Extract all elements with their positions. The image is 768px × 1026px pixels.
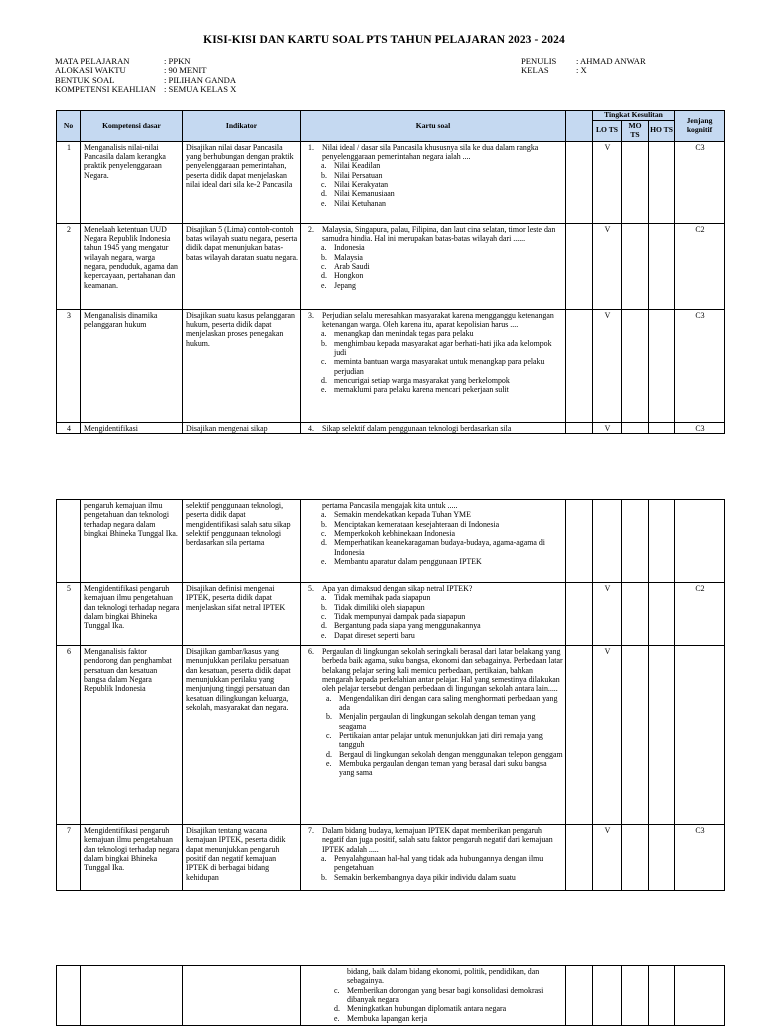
option-text: Malaysia (334, 252, 363, 262)
option-text: Membantu aparatur dalam penggunaan IPTEK (334, 557, 482, 567)
option-text: Membuka pergaulan dengan teman yang berasal dari suku bangsa yang sama (339, 759, 547, 778)
cell-hots (649, 500, 675, 583)
cell-jenjang (675, 966, 725, 1026)
question-number (304, 501, 322, 510)
answer-option (321, 603, 563, 612)
table-row (57, 583, 725, 646)
answer-option (321, 593, 563, 602)
answer-option (321, 557, 563, 566)
answer-option (326, 750, 563, 759)
answer-option (321, 621, 563, 630)
info-row (521, 66, 646, 75)
option-letter: e. (334, 1013, 340, 1023)
question-number: 2. (308, 224, 314, 234)
cell-blank (566, 309, 593, 422)
answer-options (304, 986, 563, 1023)
answer-option (321, 262, 563, 271)
cell-hots (649, 141, 675, 223)
answer-option (321, 281, 563, 290)
option-text: Semakin mendekatkan kepada Tuhan YME (334, 510, 471, 520)
kisi-table-page-3 (56, 965, 725, 1026)
option-letter: d. (321, 621, 327, 631)
kisi-table-page-1 (56, 110, 725, 434)
cell-blank (566, 646, 593, 825)
answer-option (321, 189, 563, 198)
option-text: Hongkon (334, 271, 364, 281)
option-text: Tidak dimiliki oleh siapapun (334, 602, 425, 612)
cell-indikator: Disajikan gambar/kasus yang menunjukkan perilaku persatuan dan kesatuan, peserta didik dapat menunjukkan perilaku yang menjunjung tinggi persatuan dan kesatuan dilingkungan keluarga, sekolah, masyarakat dan negara. (183, 646, 301, 825)
question-text: Pergaulan di lingkungan sekolah seringkali berasal dari latar belakang yang berbeda baik agama, suku bangsa, ekonomi dan sebagainya. Perbedaan latar belakang pelajar sering kali memicu perbedaan, pertikaian, bahkan mengarah kepada perkelahian antar pelajar. Hal yang semestinya dilakukan oleh pelajar tersebut dengan perbedaan di lingungan sekolah antara lain..... (322, 647, 563, 694)
info-right (521, 57, 646, 76)
header-lots: LO TS (593, 120, 622, 141)
cell-hots (649, 966, 675, 1026)
cell-blank (566, 500, 593, 583)
option-text: Tidak memihak pada siapapun (334, 593, 431, 603)
answer-option (321, 520, 563, 529)
option-text: Nilai Kemanusiaan (334, 189, 395, 199)
option-text: menangkap dan menindak tegas para pelaku (334, 329, 474, 339)
option-letter: a. (321, 510, 327, 520)
option-letter: b. (321, 872, 327, 882)
cell-blank (566, 141, 593, 223)
cell-mots (622, 422, 649, 433)
cell-lots: V (593, 825, 622, 891)
option-text: Menjalin pergaulan di lingkungan sekolah dengan teman yang seagama (339, 712, 536, 731)
table-row (57, 646, 725, 825)
option-letter: b. (321, 252, 327, 262)
info-value: : 90 MENIT (164, 65, 207, 76)
option-text: Nilai Ketuhanan (334, 198, 386, 208)
cell-lots: V (593, 646, 622, 825)
cell-jenjang: C2 (675, 223, 725, 309)
option-text: Semakin berkembangnya daya pikir individu dalam suatu (334, 872, 516, 882)
question-number: 6. (308, 647, 314, 656)
cell-indikator: Disajikan mengenai sikap (183, 422, 301, 433)
info-left (55, 57, 236, 94)
option-letter: c. (321, 612, 327, 622)
cell-blank (566, 223, 593, 309)
option-letter: e. (321, 385, 327, 395)
option-letter: d. (321, 189, 327, 199)
cell-kartu-soal (301, 500, 566, 583)
cell-indikator: selektif penggunaan teknologi, peserta didik dapat mengidentifikasi salah satu sikap selektif penggunaan teknologi berdasarkan sila pertama (183, 500, 301, 583)
option-text: menghimbau kepada masyarakat agar berhati-hati jika ada kelompok judi (334, 338, 552, 357)
table-row (57, 422, 725, 433)
question-number: 4. (308, 423, 314, 433)
question-text: Sikap selektif dalam penggunaan teknologi berdasarkan sila (322, 423, 512, 433)
continued-option-text: bidang, baik dalam bidang ekonomi, politik, pendidikan, dan sebagainya. (347, 967, 540, 986)
info-label: BENTUK SOAL (55, 74, 115, 85)
option-letter: b. (321, 602, 327, 612)
answer-option (321, 329, 563, 338)
option-letter: b. (321, 170, 327, 180)
header-kartu-soal: Kartu soal (301, 111, 566, 142)
option-letter: e. (321, 557, 327, 567)
answer-option (334, 986, 563, 1005)
answer-option (321, 243, 563, 252)
cell-indikator: Disajikan definisi mengenai IPTEK, peserta didik dapat menjelaskan sifat netral IPTEK (183, 583, 301, 646)
info-value: : PILIHAN GANDA (164, 74, 237, 85)
info-label: KOMPETENSI KEAHLIAN (55, 83, 156, 94)
option-letter: b. (321, 338, 327, 348)
answer-option (334, 1014, 563, 1023)
option-text: memaklumi para pelaku karena mencari pekerjaan sulit (334, 385, 509, 395)
cell-no: 6 (57, 646, 81, 825)
info-label: KELAS (521, 65, 549, 76)
question (304, 826, 563, 854)
cell-no: 3 (57, 309, 81, 422)
cell-lots: V (593, 422, 622, 433)
option-letter: e. (321, 630, 327, 640)
cell-lots: V (593, 583, 622, 646)
cell-mots (622, 309, 649, 422)
option-text: Jepang (334, 280, 356, 290)
header-mots: MO TS (622, 120, 649, 141)
cell-blank (566, 966, 593, 1026)
cell-lots (593, 966, 622, 1026)
cell-kartu-soal (301, 825, 566, 891)
cell-kartu-soal (301, 141, 566, 223)
answer-option (321, 171, 563, 180)
info-label: PENULIS (521, 56, 557, 66)
option-letter: c. (321, 261, 327, 271)
question-text: Nilai ideal / dasar sila Pancasila khususnya sila ke dua dalam rangka penyelenggaraan pemerintahan negara ialah .... (322, 142, 539, 161)
answer-option (321, 180, 563, 189)
question (304, 584, 563, 593)
cell-indikator: Disajikan nilai dasar Pancasila yang berhubungan dengan praktik penyelenggaraan pemerintahan, peserta didik dapat menjelaskan nilai ideal dari sila ke-2 Pancasila (183, 141, 301, 223)
answer-options (304, 243, 563, 290)
question-text: Malaysia, Singapura, palau, Filipina, dan laut cina selatan, timor leste dan samudra hindia. Hal ini merupakan batas-batas wilayah dari ...... (322, 224, 556, 243)
table-row (57, 141, 725, 223)
option-letter: d. (334, 1004, 340, 1014)
cell-no: 5 (57, 583, 81, 646)
option-letter: a. (321, 161, 327, 171)
question (304, 501, 563, 510)
option-letter: a. (321, 243, 327, 253)
cell-kartu-soal (301, 646, 566, 825)
table-row (57, 309, 725, 422)
answer-option (321, 339, 563, 358)
cell-kompetensi-dasar: Mengidentifikasi pengaruh kemajuan ilmu pengetahuan dan teknologi terhadap negara dalam bingkai Bhineka Tunggal Ika. (81, 583, 183, 646)
question-text: pertama Pancasila mengajak kita untuk ..... (322, 501, 458, 510)
info-value: : X (576, 65, 587, 76)
answer-options (304, 329, 563, 394)
cell-jenjang: C3 (675, 422, 725, 433)
option-letter: c. (326, 731, 332, 741)
cell-no: 1 (57, 141, 81, 223)
option-letter: a. (321, 854, 327, 864)
info-value: : AHMAD ANWAR (576, 56, 646, 66)
cell-kartu-soal (301, 223, 566, 309)
answer-option (334, 1004, 563, 1013)
option-letter: c. (334, 985, 340, 995)
cell-mots (622, 966, 649, 1026)
cell-no (57, 966, 81, 1026)
cell-lots: V (593, 223, 622, 309)
answer-option (326, 731, 563, 750)
cell-indikator: Disajikan tentang wacana kemajuan IPTEK, peserta didik dapat menunjukkan pengaruh positif dan negatif kemajuan IPTEK di berbagai bidang kehidupan (183, 825, 301, 891)
answer-option (321, 199, 563, 208)
cell-lots: V (593, 309, 622, 422)
cell-jenjang (675, 500, 725, 583)
cell-lots (593, 500, 622, 583)
cell-lots: V (593, 141, 622, 223)
question-text: Perjudian selalu meresahkan masyarakat karena mengganggu ketenangan ketenangan warga. Oleh karena itu, aparat kepolisian harus .... (322, 310, 554, 329)
table-row (57, 223, 725, 309)
option-letter: d. (321, 271, 327, 281)
kisi-table-page-2 (56, 499, 725, 891)
option-text: Nilai Kerakyatan (334, 179, 389, 189)
answer-options (304, 593, 563, 640)
info-value: : SEMUA KELAS X (164, 83, 237, 94)
option-text: Penyalahgunaan hal-hal yang tidak ada hubungannya dengan ilmu pengetahuan (334, 854, 544, 873)
cell-no: 7 (57, 825, 81, 891)
answer-option (321, 271, 563, 280)
cell-kompetensi-dasar: Mengidentifikasi (81, 422, 183, 433)
answer-options (304, 510, 563, 566)
question-text: Apa yan dimaksud dengan sikap netral IPTEK? (322, 584, 473, 593)
header-indikator: Indikator (183, 111, 301, 142)
cell-kompetensi-dasar (81, 966, 183, 1026)
cell-mots (622, 141, 649, 223)
option-text: Nilai Keadilan (334, 161, 381, 171)
answer-option (321, 385, 563, 394)
cell-kompetensi-dasar: pengaruh kemajuan ilmu pengetahuan dan teknologi terhadap negara dalam bingkai Bhineka Tunggal Ika. (81, 500, 183, 583)
option-text: Arab Saudi (334, 261, 370, 271)
document-title: KISI-KISI DAN KARTU SOAL PTS TAHUN PELAJARAN 2023 - 2024 (203, 34, 565, 46)
cell-no: 4 (57, 422, 81, 433)
cell-hots (649, 309, 675, 422)
option-text: Pertikaian antar pelajar untuk menunjukkan jati diri remaja yang tangguh (339, 731, 543, 750)
cell-jenjang: C3 (675, 141, 725, 223)
option-letter: a. (321, 593, 327, 603)
option-letter: a. (326, 693, 332, 703)
answer-option (321, 161, 563, 170)
option-letter: c. (321, 179, 327, 189)
cell-blank (566, 583, 593, 646)
option-text: Nilai Persatuan (334, 170, 383, 180)
option-text: Mengendalikan diri dengan cara saling menghormati perbedaan yang ada (339, 693, 558, 713)
cell-kartu-soal (301, 422, 566, 433)
info-value: : PPKN (164, 56, 191, 66)
cell-no (57, 500, 81, 583)
cell-kompetensi-dasar: Menganalisis faktor pendorong dan penghambat persatuan dan kesatuan bangsa dalam Negara Republik Indonesia (81, 646, 183, 825)
option-text: Memperkokoh kebhinekaan Indonesia (334, 529, 455, 539)
question (304, 647, 563, 694)
info-row (55, 85, 236, 94)
question (304, 143, 563, 162)
info-label: ALOKASI WAKTU (55, 65, 126, 76)
option-text: Menciptakan kemerataan kesejahteraan di Indonesia (334, 519, 500, 529)
option-letter: d. (326, 749, 332, 759)
header-blank (566, 111, 593, 142)
cell-blank (566, 422, 593, 433)
answer-option (321, 253, 563, 262)
question-number: 1. (308, 142, 314, 152)
table-row (57, 500, 725, 583)
answer-option (326, 694, 563, 713)
option-text: meminta bantuan warga masyarakat untuk menangkap para pelaku perjudian (334, 357, 545, 376)
answer-options (304, 694, 563, 778)
cell-hots (649, 646, 675, 825)
cell-mots (622, 583, 649, 646)
cell-hots (649, 422, 675, 433)
answer-option (321, 357, 563, 376)
header-jenjang-kognitif: Jenjang kognitif (675, 111, 725, 142)
question-number: 7. (308, 826, 314, 835)
header-tingkat-kesulitan: Tingkat Kesulitan (593, 111, 675, 121)
option-letter: c. (321, 357, 327, 367)
answer-option (321, 376, 563, 385)
cell-jenjang (675, 646, 725, 825)
cell-kartu-soal (301, 966, 566, 1026)
answer-options (304, 161, 563, 208)
option-text: Indonesia (334, 243, 365, 253)
cell-jenjang: C2 (675, 583, 725, 646)
cell-jenjang: C3 (675, 309, 725, 422)
header-hots: HO TS (649, 120, 675, 141)
cell-kartu-soal (301, 309, 566, 422)
answer-option (321, 529, 563, 538)
answer-option (321, 510, 563, 519)
cell-kompetensi-dasar: Mengidentifikasi pengaruh kemajuan ilmu pengetahuan dan teknologi terhadap negara dalam bingkai Bhineka Tunggal Ika. (81, 825, 183, 891)
option-text: Tidak mempunyai dampak pada siapapun (334, 612, 466, 622)
question-text: Dalam bidang budaya, kemajuan IPTEK dapat memberikan pengaruh negatif dan juga positif, salah satu faktor pengaruh negatif dari kemajuan IPTEK adalah ..... (322, 826, 553, 854)
answer-options (304, 854, 563, 882)
cell-kompetensi-dasar: Menganalisis dinamika pelanggaran hukum (81, 309, 183, 422)
answer-option (321, 631, 563, 640)
cell-no: 2 (57, 223, 81, 309)
option-letter: d. (321, 538, 327, 548)
answer-option (321, 873, 563, 882)
answer-option (326, 759, 563, 778)
cell-indikator (183, 966, 301, 1026)
header-kompetensi-dasar: Kompetensi dasar (81, 111, 183, 142)
option-text: mencurigai setiap warga masyarakat yang berkelompok (334, 376, 510, 385)
cell-mots (622, 223, 649, 309)
option-letter: d. (321, 376, 327, 385)
question-number: 3. (308, 310, 314, 320)
question (304, 311, 563, 330)
info-label: MATA PELAJARAN (55, 56, 130, 66)
option-letter: a. (321, 329, 327, 339)
option-letter: e. (326, 759, 332, 769)
option-text: Bergaul di lingkungan sekolah dengan menggunakan telepon genggam (339, 749, 563, 759)
question (304, 424, 563, 433)
cell-kartu-soal (301, 583, 566, 646)
cell-hots (649, 583, 675, 646)
option-text: Bergantung pada siapa yang menggunakannya (334, 621, 481, 631)
option-letter: b. (321, 519, 327, 529)
option-letter: b. (326, 712, 332, 722)
cell-indikator: Disajikan 5 (Lima) contoh-contoh batas wilayah suatu negara, peserta didik dapat menunjukan batas-batas wilayah daratan suatu negara. (183, 223, 301, 309)
answer-option (321, 612, 563, 621)
cell-mots (622, 646, 649, 825)
option-letter: e. (321, 280, 327, 290)
table-row (57, 966, 725, 1026)
table-row (57, 825, 725, 891)
cell-kompetensi-dasar: Menelaah ketentuan UUD Negara Republik Indonesia tahun 1945 yang mengatur wilayah negara, warga negara, penduduk, agama dan kepercayaan, pertahanan dan keamanan. (81, 223, 183, 309)
question-number: 5. (308, 584, 314, 593)
answer-option (321, 854, 563, 873)
answer-option (321, 538, 563, 557)
option-text: Membuka lapangan kerja (347, 1013, 428, 1023)
cell-mots (622, 500, 649, 583)
option-text: Dapat direset seperti baru (334, 630, 415, 640)
cell-hots (649, 223, 675, 309)
answer-option (326, 712, 563, 731)
cell-blank (566, 825, 593, 891)
cell-hots (649, 825, 675, 891)
header-no: No (57, 111, 81, 142)
cell-kompetensi-dasar: Menganalisis nilai-nilai Pancasila dalam kerangka praktik penyelenggaraan Negara. (81, 141, 183, 223)
option-text: Memperhatikan keanekaragaman budaya-budaya, agama-agama di Indonesia (334, 538, 545, 557)
option-letter: e. (321, 198, 327, 208)
cell-mots (622, 825, 649, 891)
question (304, 225, 563, 244)
option-text: Meningkatkan hubungan diplomatik antara negara (347, 1004, 507, 1014)
option-text: Memberikan dorongan yang besar bagi konsolidasi demokrasi dibanyak negara (347, 985, 544, 1005)
option-letter: c. (321, 529, 327, 539)
cell-jenjang: C3 (675, 825, 725, 891)
cell-indikator: Disajikan suatu kasus pelanggaran hukum, peserta didik dapat menjelaskan proses penegakan hukum. (183, 309, 301, 422)
